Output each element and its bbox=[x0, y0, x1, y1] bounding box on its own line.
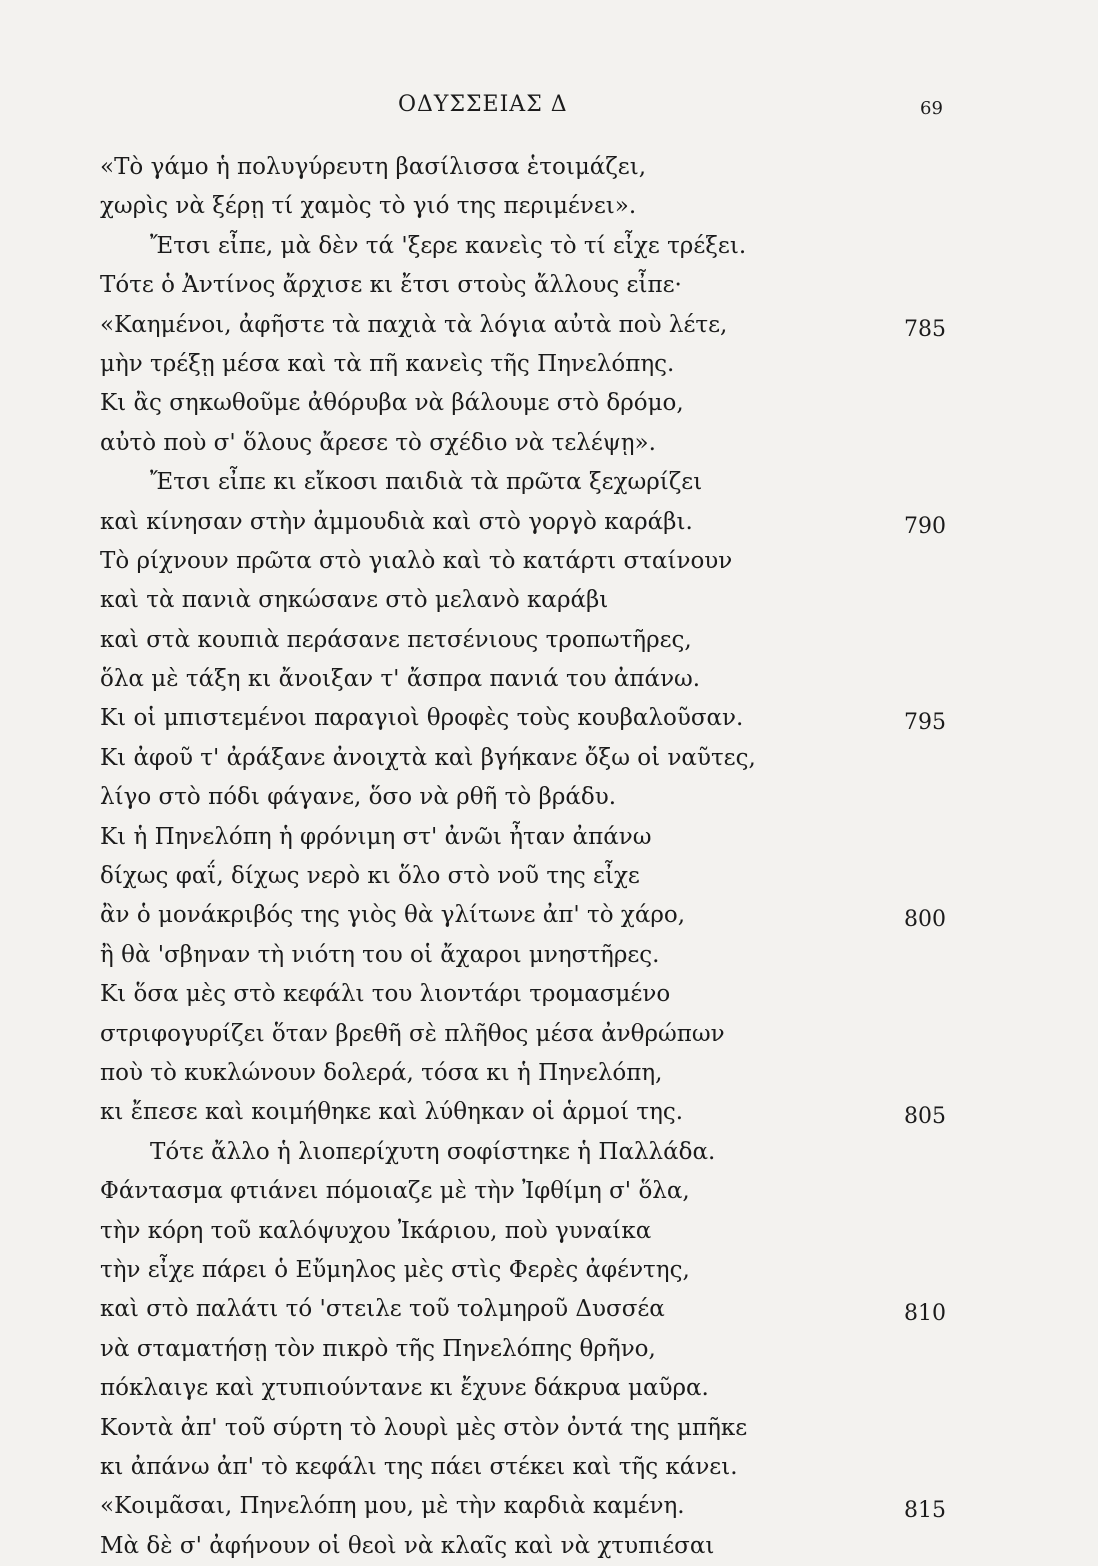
verse-text: ἢ θὰ 'σβηναν τὴ νιότη του οἱ ἄχαροι μνηστῆρες. bbox=[100, 941, 660, 968]
verse-line bbox=[0, 975, 1098, 1014]
verse-text: ποὺ τὸ κυκλώνουν δολερά, τόσα κι ἡ Πηνελόπη, bbox=[100, 1059, 663, 1086]
verse-text: καὶ στὰ κουπιὰ περάσανε πετσένιους τροπωτῆρες, bbox=[100, 626, 692, 653]
running-title: ΟΔΥΣΣΕΙΑΣ Δ bbox=[398, 92, 568, 117]
verse-text: Κοντὰ ἀπ' τοῦ σύρτη τὸ λουρὶ μὲς στὸν ὀντά της μπῆκε bbox=[100, 1414, 748, 1441]
verse-line bbox=[0, 463, 1098, 502]
verse-text: Τότε ἄλλο ἡ λιοπερίχυτη σοφίστηκε ἡ Παλλάδα. bbox=[150, 1138, 716, 1165]
verse-text: ἂν ὁ μονάκριβός της γιὸς θὰ γλίτωνε ἀπ' τὸ χάρο, bbox=[100, 902, 686, 929]
verse-line bbox=[0, 345, 1098, 384]
verse-line bbox=[0, 306, 1098, 345]
verse-text: νὰ σταματήσῃ τὸν πικρὸ τῆς Πηνελόπης θρῆνο, bbox=[100, 1335, 656, 1362]
verse-line bbox=[0, 1409, 1098, 1448]
verse-line bbox=[0, 818, 1098, 857]
verse-text: Ἔτσι εἶπε κι εἴκοσι παιδιὰ τὰ πρῶτα ξεχωρίζει bbox=[150, 469, 703, 496]
verse-text: Κι οἱ μπιστεμένοι παραγιοὶ θροφὲς τοὺς κουβαλοῦσαν. bbox=[100, 705, 744, 732]
verse-text: δίχως φαΐ, δίχως νερὸ κι ὅλο στὸ νοῦ της εἶχε bbox=[100, 863, 640, 890]
page-header bbox=[0, 92, 1098, 122]
verse-line bbox=[0, 1015, 1098, 1054]
verse-line bbox=[0, 148, 1098, 187]
verse-line bbox=[0, 1212, 1098, 1251]
verse-line bbox=[0, 1251, 1098, 1290]
verse-line bbox=[0, 857, 1098, 896]
verse-text: λίγο στὸ πόδι φάγανε, ὅσο νὰ ρθῆ τὸ βράδυ. bbox=[100, 784, 617, 811]
verse-line bbox=[0, 187, 1098, 226]
verse-text: πόκλαιγε καὶ χτυπιούντανε κι ἔχυνε δάκρυα μαῦρα. bbox=[100, 1375, 709, 1402]
verse-text: Κι ἡ Πηνελόπη ἡ φρόνιμη στ' ἀνῶι ἦταν ἀπάνω bbox=[100, 823, 652, 850]
verse-line bbox=[0, 1290, 1098, 1329]
verse-line bbox=[0, 1487, 1098, 1526]
verse-line bbox=[0, 503, 1098, 542]
verse-line bbox=[0, 699, 1098, 738]
verse-line bbox=[0, 581, 1098, 620]
verse-line bbox=[0, 227, 1098, 266]
verse-text: κι ἀπάνω ἀπ' τὸ κεφάλι της πάει στέκει καὶ τῆς κάνει. bbox=[100, 1453, 738, 1480]
verse-text: «Καημένοι, ἀφῆστε τὰ παχιὰ τὰ λόγια αὐτὰ ποὺ λέτε, bbox=[100, 311, 728, 338]
line-number: 785 bbox=[904, 316, 946, 342]
verse-line bbox=[0, 739, 1098, 778]
line-number: 790 bbox=[904, 513, 946, 539]
verse-line bbox=[0, 621, 1098, 660]
verse-line bbox=[0, 384, 1098, 423]
line-number: 800 bbox=[904, 907, 946, 933]
verse-text: κι ἔπεσε καὶ κοιμήθηκε καὶ λύθηκαν οἱ ἁρμοί της. bbox=[100, 1099, 684, 1126]
verse-text: «Κοιμᾶσαι, Πηνελόπη μου, μὲ τὴν καρδιὰ καμένη. bbox=[100, 1493, 685, 1520]
verse-text: «Τὸ γάμο ἡ πολυγύρευτη βασίλισσα ἑτοιμάζει, bbox=[100, 154, 647, 180]
line-number: 795 bbox=[904, 710, 946, 736]
verse-text: αὐτὸ ποὺ σ' ὅλους ἄρεσε τὸ σχέδιο νὰ τελέψῃ». bbox=[100, 429, 656, 456]
verse-line bbox=[0, 1330, 1098, 1369]
verse-text: Ἔτσι εἶπε, μὰ δὲν τά 'ξερε κανεὶς τὸ τί εἶχε τρέξει. bbox=[150, 232, 747, 259]
verse-line bbox=[0, 778, 1098, 817]
line-number: 810 bbox=[904, 1301, 946, 1327]
verse-text: Κι ὅσα μὲς στὸ κεφάλι του λιοντάρι τρομασμένο bbox=[100, 981, 671, 1008]
verse-line bbox=[0, 1172, 1098, 1211]
verse-line bbox=[0, 1448, 1098, 1487]
verse-text: Κι ἀφοῦ τ' ἀράξανε ἀνοιχτὰ καὶ βγήκανε ὄξω οἱ ναῦτες, bbox=[100, 744, 756, 771]
verse-line bbox=[0, 424, 1098, 463]
verse-line bbox=[0, 266, 1098, 305]
verse-text: καὶ τὰ πανιὰ σηκώσανε στὸ μελανὸ καράβι bbox=[100, 587, 609, 614]
verse-line bbox=[0, 660, 1098, 699]
verse-line bbox=[0, 1093, 1098, 1132]
verse-text: Μὰ δὲ σ' ἀφήνουν οἱ θεοὶ νὰ κλαῖς καὶ νὰ χτυπιέσαι bbox=[100, 1532, 715, 1559]
verse-line bbox=[0, 1054, 1098, 1093]
line-number: 815 bbox=[904, 1498, 946, 1524]
verse-text: καὶ κίνησαν στὴν ἀμμουδιὰ καὶ στὸ γοργὸ καράβι. bbox=[100, 508, 693, 535]
verse-text: χωρὶς νὰ ξέρῃ τί χαμὸς τὸ γιό της περιμένει». bbox=[100, 193, 637, 220]
verse-text: ὅλα μὲ τάξη κι ἄνοιξαν τ' ἄσπρα πανιά του ἀπάνω. bbox=[100, 666, 701, 693]
verse-line bbox=[0, 1369, 1098, 1408]
verse-text: καὶ στὸ παλάτι τό 'στειλε τοῦ τολμηροῦ Δυσσέα bbox=[100, 1296, 665, 1323]
verse-text: στριφογυρίζει ὅταν βρεθῆ σὲ πλῆθος μέσα ἀνθρώπων bbox=[100, 1020, 725, 1047]
verse-text: Τότε ὁ Ἀντίνος ἄρχισε κι ἔτσι στοὺς ἄλλους εἶπε· bbox=[100, 272, 682, 299]
verse-line bbox=[0, 1133, 1098, 1172]
verse-text: μὴν τρέξῃ μέσα καὶ τὰ πῆ κανεὶς τῆς Πηνελόπης. bbox=[100, 350, 675, 377]
verse-block bbox=[0, 148, 1098, 1566]
page-number: 69 bbox=[920, 98, 943, 119]
verse-text: τὴν εἶχε πάρει ὁ Εὔμηλος μὲς στὶς Φερὲς ἀφέντης, bbox=[100, 1256, 690, 1283]
verse-line bbox=[0, 542, 1098, 581]
verse-line bbox=[0, 1527, 1098, 1566]
line-number: 805 bbox=[904, 1104, 946, 1130]
verse-text: Κι ἂς σηκωθοῦμε ἀθόρυβα νὰ βάλουμε στὸ δρόμο, bbox=[100, 390, 684, 417]
verse-text: Τὸ ρίχνουν πρῶτα στὸ γιαλὸ καὶ τὸ κατάρτι σταίνουν bbox=[100, 547, 733, 574]
verse-line bbox=[0, 936, 1098, 975]
verse-line bbox=[0, 896, 1098, 935]
verse-text: τὴν κόρη τοῦ καλόψυχου Ἰκάριου, ποὺ γυναίκα bbox=[100, 1217, 652, 1244]
verse-text: Φάντασμα φτιάνει πόμοιαζε μὲ τὴν Ἰφθίμη σ' ὅλα, bbox=[100, 1178, 690, 1205]
